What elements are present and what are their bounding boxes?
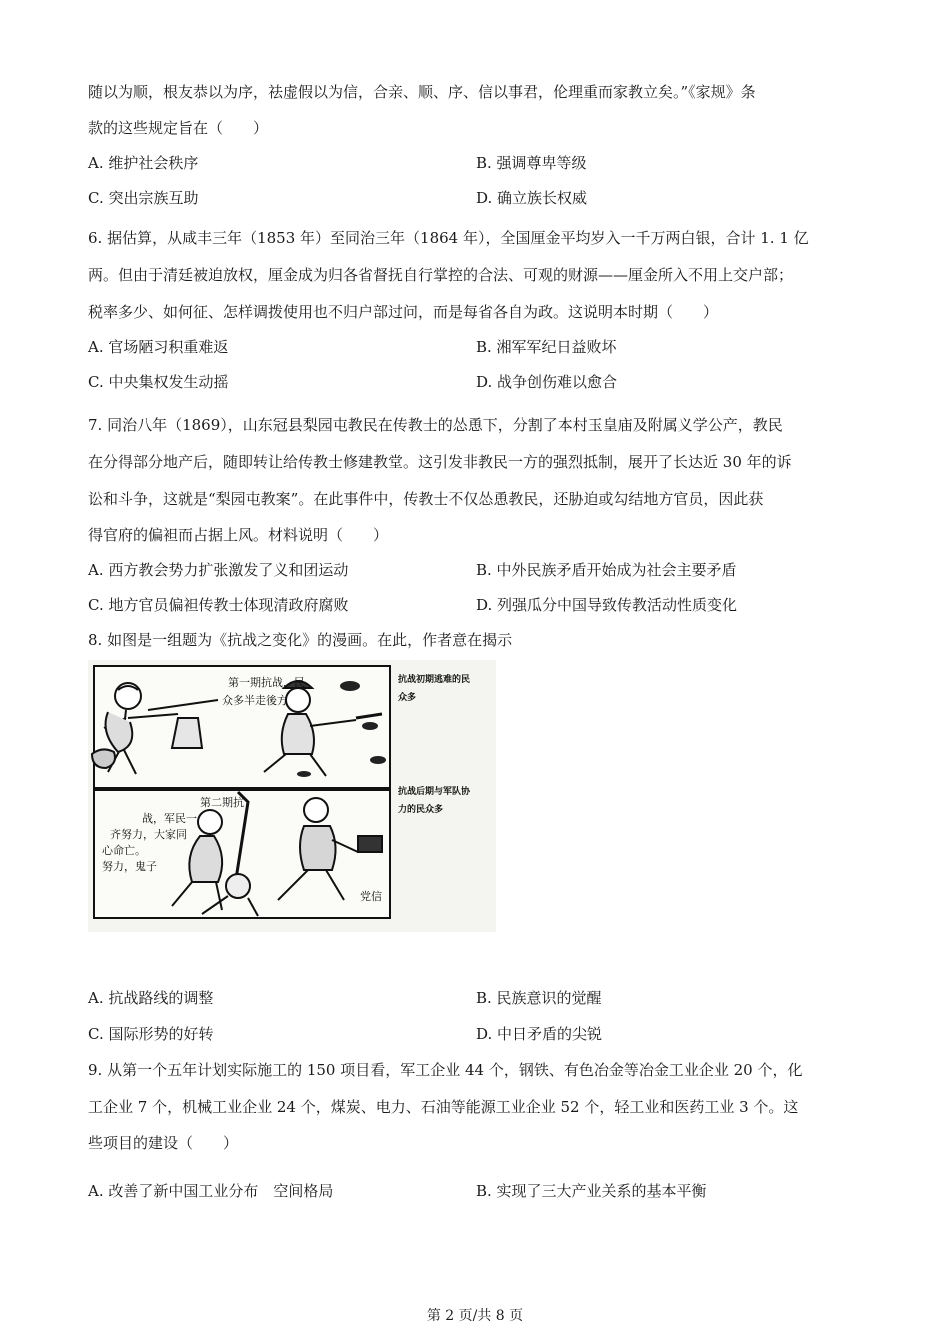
q7-option-d[interactable]: D. 列强瓜分中国导致传教活动性质变化	[476, 596, 738, 614]
cartoon-signature: 党信	[360, 890, 382, 903]
cartoon-illustration	[88, 660, 496, 932]
top-handwriting-1: 第一期抗战，民	[228, 676, 305, 689]
q7-stem-line-3: 讼和斗争，这就是“梨园屯教案”。在此事件中，传教士不仅怂恿教民，还胁迫或勾结地方官员，因此获	[88, 490, 764, 508]
q9-option-b[interactable]: B. 实现了三大产业关系的基本平衡	[476, 1182, 707, 1200]
top-handwriting-2: 众多半走後方	[222, 694, 288, 707]
q8-option-c[interactable]: C. 国际形势的好转	[88, 1025, 214, 1043]
q5-stem-line-2: 款的这些规定旨在（ ）	[88, 119, 269, 137]
q7-option-c[interactable]: C. 地方官员偏袒传教士体现清政府腐败	[88, 596, 349, 614]
q6-option-d[interactable]: D. 战争创伤难以愈合	[476, 373, 618, 391]
bottom-handwriting-2: 战，军民一	[142, 812, 197, 825]
caption-bottom-line-2: 力的民众多	[398, 805, 444, 815]
bottom-handwriting-1: 第二期抗	[200, 796, 244, 809]
caption-top-line-1: 抗战初期逃难的民	[398, 675, 471, 685]
q7-option-b[interactable]: B. 中外民族矛盾开始成为社会主要矛盾	[476, 561, 737, 579]
q7-stem-line-4: 得官府的偏袒而占据上风。材料说明（ ）	[88, 526, 389, 544]
q8-option-a[interactable]: A. 抗战路线的调整	[88, 989, 214, 1007]
q8-option-b[interactable]: B. 民族意识的觉醒	[476, 989, 602, 1007]
q5-option-c[interactable]: C. 突出宗族互助	[88, 189, 199, 207]
q7-stem-line-1: 7. 同治八年（1869），山东冠县梨园屯教民在传教士的怂恿下，分割了本村玉皇庙及附属义学公产，教民	[88, 416, 783, 434]
q5-option-b[interactable]: B. 强调尊卑等级	[476, 154, 587, 172]
q6-option-c[interactable]: C. 中央集权发生动摇	[88, 373, 229, 391]
q6-option-b[interactable]: B. 湘军军纪日益败坏	[476, 338, 617, 356]
q5-option-a[interactable]: A. 维护社会秩序	[88, 154, 199, 172]
bottom-handwriting-3: 齐努力，大家同	[110, 828, 187, 841]
caption-bottom-line-1: 抗战后期与军队协	[398, 787, 471, 797]
q7-stem-line-2: 在分得部分地产后，随即转让给传教士修建教堂。这引发非教民一方的强烈抵制，展开了长达近 30 年的诉	[88, 453, 792, 471]
q5-stem-line-1: 随以为顺，根友恭以为序，祛虚假以为信，合亲、顺、序、信以事君，伦理重而家教立矣。”《家规》条	[88, 83, 756, 101]
q6-option-a[interactable]: A. 官场陋习积重难返	[88, 338, 229, 356]
q9-stem-line-3: 些项目的建设（ ）	[88, 1134, 239, 1152]
page-number: 第 2 页/共 8 页	[426, 1308, 524, 1324]
q6-stem-line-2: 两。但由于清廷被迫放权，厘金成为归各省督抚自行掌控的合法、可观的财源——厘金所入不用上交户部；	[88, 266, 794, 284]
q8-option-d[interactable]: D. 中日矛盾的尖锐	[476, 1025, 603, 1043]
q6-stem-line-3: 税率多少、如何征、怎样调拨使用也不归户部过问，而是每省各自为政。这说明本时期（ ）	[88, 303, 719, 321]
bottom-handwriting-5: 努力，鬼子	[102, 860, 157, 873]
cartoon-figure	[88, 660, 496, 932]
q6-stem-line-1: 6. 据估算，从咸丰三年（1853 年）至同治三年（1864 年），全国厘金平均岁入一千万两白银，合计 1. 1 亿	[88, 229, 809, 247]
q7-option-a[interactable]: A. 西方教会势力扩张激发了义和团运动	[88, 561, 349, 579]
q8-stem-line-1: 8. 如图是一组题为《抗战之变化》的漫画。在此，作者意在揭示	[88, 631, 513, 649]
q9-option-a[interactable]: A. 改善了新中国工业分布 空间格局	[88, 1182, 334, 1200]
bottom-handwriting-4: 心命亡。	[102, 844, 146, 857]
q9-stem-line-2: 工企业 7 个，机械工业企业 24 个，煤炭、电力、石油等能源工业企业 52 个，轻工业和医药工业 3 个。这	[88, 1098, 799, 1116]
q9-stem-line-1: 9. 从第一个五年计划实际施工的 150 项目看，军工企业 44 个，钢铁、有色冶金等冶金工业企业 20 个，化	[88, 1061, 803, 1079]
caption-top-line-2: 众多	[398, 693, 417, 703]
q5-option-d[interactable]: D. 确立族长权威	[476, 189, 588, 207]
